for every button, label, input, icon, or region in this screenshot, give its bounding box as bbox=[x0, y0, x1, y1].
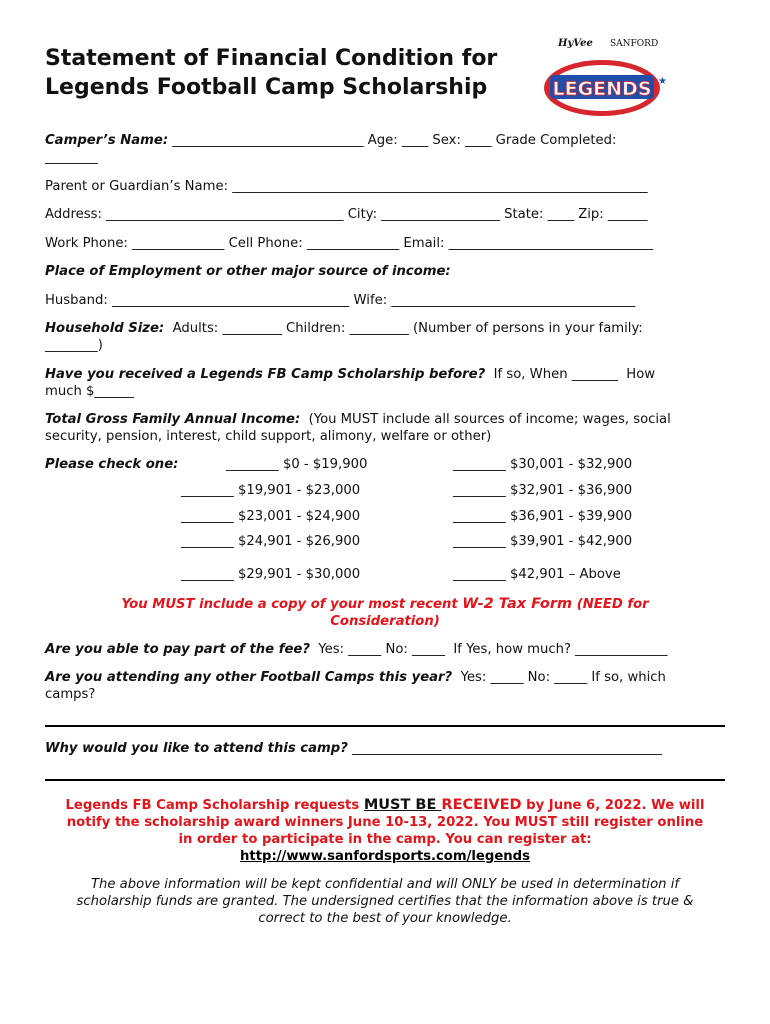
pay-fee-label: Are you able to pay part of the fee? bbox=[45, 642, 310, 657]
income-option[interactable]: ________ $0 - $19,900 bbox=[226, 457, 368, 472]
camper-name-row bbox=[45, 133, 616, 149]
other-camps-cont: camps? bbox=[45, 687, 96, 702]
footer-line-1: The above information will be kept confidential and will ONLY be used in determination if bbox=[90, 877, 680, 892]
camper-name-label: Camper’s Name: bbox=[45, 133, 169, 148]
income-option[interactable]: ________ $24,901 - $26,900 bbox=[181, 534, 361, 549]
notice-text-2: by June 6, 2022. We will bbox=[521, 798, 705, 813]
why-attend-row bbox=[45, 741, 662, 757]
previous-scholarship-cont[interactable]: much $______ bbox=[45, 384, 134, 399]
answer-line-1[interactable] bbox=[45, 725, 725, 727]
income-option[interactable]: ________ $32,901 - $36,900 bbox=[453, 483, 633, 498]
income-option[interactable]: ________ $42,901 – Above bbox=[453, 567, 621, 582]
income-option[interactable]: ________ $19,901 - $23,000 bbox=[181, 483, 361, 498]
phone-email-field[interactable]: Work Phone: ______________ Cell Phone: ______________ Email: _______________________________ bbox=[45, 236, 654, 251]
legends-logo-text: LEGENDS bbox=[552, 78, 652, 100]
legends-logo bbox=[540, 34, 680, 126]
income-option[interactable]: ________ $29,901 - $30,000 bbox=[181, 567, 361, 582]
income-option[interactable]: ________ $39,901 - $42,900 bbox=[453, 534, 633, 549]
title-line-1: Statement of Financial Condition for bbox=[45, 46, 498, 71]
w2-text-1: You MUST include a copy of your most recent bbox=[121, 597, 463, 612]
why-attend-field[interactable]: _______________________________________________ bbox=[347, 741, 662, 756]
pay-fee-row bbox=[45, 642, 668, 658]
w2-text-3: (NEED for bbox=[572, 597, 649, 612]
why-attend-label: Why would you like to attend this camp? bbox=[45, 741, 348, 756]
camper-name-fields[interactable]: _____________________________ Age: ____ Sex: ____ Grade Completed: bbox=[168, 133, 617, 148]
income-option[interactable]: ________ $36,901 - $39,900 bbox=[453, 509, 633, 524]
other-camps-fields[interactable]: Yes: _____ No: _____ If so, which bbox=[452, 670, 666, 685]
income-option[interactable]: ________ $30,001 - $32,900 bbox=[453, 457, 633, 472]
title-line-2: Legends Football Camp Scholarship bbox=[45, 75, 488, 100]
w2-text-line2: Consideration) bbox=[330, 614, 440, 629]
notice-must-be: MUST BE bbox=[363, 797, 442, 813]
w2-form-text: W-2 Tax Form bbox=[462, 596, 573, 612]
page-title bbox=[45, 44, 497, 102]
confidentiality-statement bbox=[45, 876, 725, 927]
income-note-cont: security, pension, interest, child support, alimony, welfare or other) bbox=[45, 429, 492, 444]
income-option[interactable]: ________ $23,001 - $24,900 bbox=[181, 509, 361, 524]
parent-name-field[interactable]: Parent or Guardian’s Name: _______________________________________________________________ bbox=[45, 179, 648, 194]
w2-requirement bbox=[45, 596, 725, 630]
household-size-label: Household Size: bbox=[45, 321, 165, 336]
notice-line-3: in order to participate in the camp. You can register at: bbox=[178, 832, 592, 847]
notice-received: RECEIVED bbox=[441, 797, 522, 813]
previous-scholarship-label: Have you received a Legends FB Camp Scholarship before? bbox=[45, 367, 486, 382]
employment-heading: Place of Employment or other major source of income: bbox=[45, 264, 451, 279]
deadline-notice bbox=[45, 797, 725, 865]
household-size-cont[interactable]: ________) bbox=[45, 338, 103, 353]
camper-name-row-cont[interactable]: ________ bbox=[45, 150, 98, 165]
income-row bbox=[45, 412, 671, 428]
notice-line-2: notify the scholarship award winners June 10-13, 2022. You MUST still register online bbox=[66, 815, 704, 830]
registration-link[interactable]: http://www.sanfordsports.com/legends bbox=[240, 849, 530, 864]
notice-text-1: Legends FB Camp Scholarship requests bbox=[65, 798, 364, 813]
income-note: (You MUST include all sources of income; wages, social bbox=[300, 412, 671, 427]
sanford-logo-text: SANFORD bbox=[610, 39, 659, 49]
household-size-fields[interactable]: Adults: _________ Children: _________ (Number of persons in your family: bbox=[164, 321, 643, 336]
other-camps-row bbox=[45, 670, 666, 686]
husband-wife-field[interactable]: Husband: ____________________________________ Wife: _____________________________________ bbox=[45, 293, 636, 308]
legends-logo-graphic bbox=[540, 34, 680, 126]
footer-line-2: scholarship funds are granted. The undersigned certifies that the information above is true & bbox=[76, 894, 694, 909]
check-one-label: Please check one: bbox=[45, 457, 179, 472]
income-label: Total Gross Family Annual Income: bbox=[45, 412, 301, 427]
pay-fee-fields[interactable]: Yes: _____ No: _____ If Yes, how much? ______________ bbox=[309, 642, 668, 657]
previous-scholarship-fields[interactable]: If so, When _______ How bbox=[485, 367, 656, 382]
answer-line-2[interactable] bbox=[45, 779, 725, 781]
other-camps-label: Are you attending any other Football Camps this year? bbox=[45, 670, 453, 685]
hyvee-logo-text: HyVee bbox=[558, 38, 593, 49]
household-size-row bbox=[45, 321, 643, 337]
logo-star-icon: ★ bbox=[658, 76, 667, 87]
footer-line-3: correct to the best of your knowledge. bbox=[258, 911, 512, 926]
previous-scholarship-row bbox=[45, 367, 655, 383]
address-field[interactable]: Address: ____________________________________ City: __________________ State: ____ Zip: ______ bbox=[45, 207, 648, 222]
